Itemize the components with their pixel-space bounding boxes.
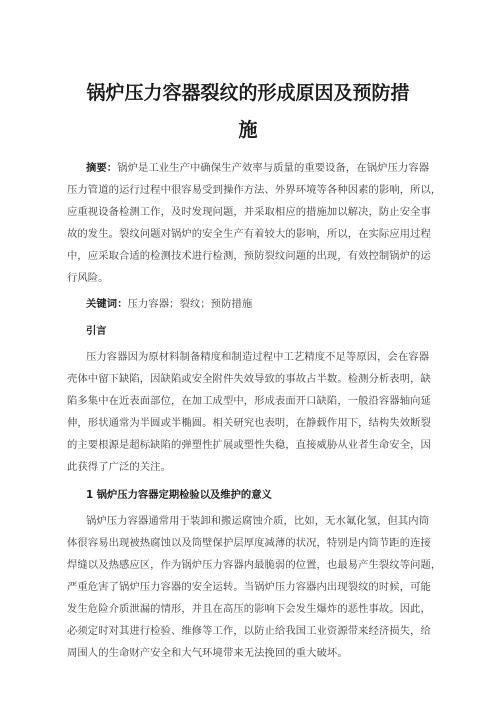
keywords-line [86, 295, 252, 310]
section-1-line-4: 严重危害了锅炉压力容器的安全运转。当锅炉压力容器内出现裂纹的时候，可能 [67, 581, 431, 593]
section-1-line-1: 锅炉压力容器通常用于装卸和搬运腐蚀介质，比如，无水氟化氢，但其内筒 [86, 515, 430, 527]
intro-line-5: 的主要根源是超标缺陷的弹塑性扩展或塑性失稳，直接威胁从业者生命安全，因 [67, 439, 431, 451]
section-1-line-3: 焊缝以及热感应区，作为锅炉压力容器内最脆弱的位置，也最易产生裂纹等问题， [67, 559, 442, 571]
section-1-line-5: 发生危险介质泄漏的情形，并且在高压的影响下会发生爆炸的恶性事故。因此， [67, 603, 431, 615]
keywords-label: 关键词： [86, 298, 128, 310]
abstract-label: 摘要： [86, 162, 118, 174]
abstract-line-5: 中，应采取合适的检测技术进行检测，预防裂纹问题的出现，有效控制锅炉的运 [67, 250, 431, 262]
section-1-line-2: 体很容易出现被热腐蚀以及筒壁保护层厚度减薄的状况，特别是内筒节距的连接 [67, 537, 431, 549]
abstract-line-3: 应重视设备检测工作，及时发现问题，并采取相应的措施加以解决，防止安全事 [67, 206, 431, 218]
abstract-line-6: 行风险。 [67, 272, 109, 284]
intro-line-2: 壳体中留下缺陷，因缺陷或安全附件失效导致的事故占半数。检测分析表明，缺 [67, 373, 431, 385]
intro-line-4: 伸，形状通常为半圆或半椭圆。相关研究也表明，在静载作用下，结构失效断裂 [67, 417, 431, 429]
keywords-text: 压力容器；裂纹；预防措施 [127, 298, 253, 310]
section-1-line-7: 周围人的生命财产安全和大气环境带来无法挽回的重大破坏。 [67, 647, 348, 659]
abstract-text-1: 锅炉是工业生产中确保生产效率与质量的重要设备，在锅炉压力容器 [117, 162, 430, 174]
section-1-heading: 1 锅炉压力容器定期检验以及维护的意义 [86, 489, 272, 501]
abstract-line-4: 故的发生。裂纹问题对锅炉的安全生产有着较大的影响，所以，在实际应用过程 [67, 228, 431, 240]
intro-line-6: 此获得了广泛的关注。 [67, 461, 171, 473]
intro-heading: 引言 [86, 325, 107, 337]
intro-line-3: 陷多集中在近表面部位，在加工成型中，形成表面开口缺陷，一般沿容器轴向延 [67, 395, 431, 407]
intro-line-1: 压力容器因为原材料制备精度和制造过程中工艺精度不足等原因，会在容器 [86, 351, 430, 363]
document-title-line-2: 施 [238, 119, 258, 141]
document-title-line-1: 锅炉压力容器裂纹的形成原因及预防措 [86, 82, 410, 104]
section-1-line-6: 必须定时对其进行检验、维修等工作，以防止给我国工业资源带来经济损失，给 [67, 625, 431, 637]
abstract-line-2: 压力管道的运行过程中很容易受到操作方法、外界环境等各种因素的影响，所以， [67, 184, 442, 196]
abstract-line-1 [86, 159, 429, 174]
